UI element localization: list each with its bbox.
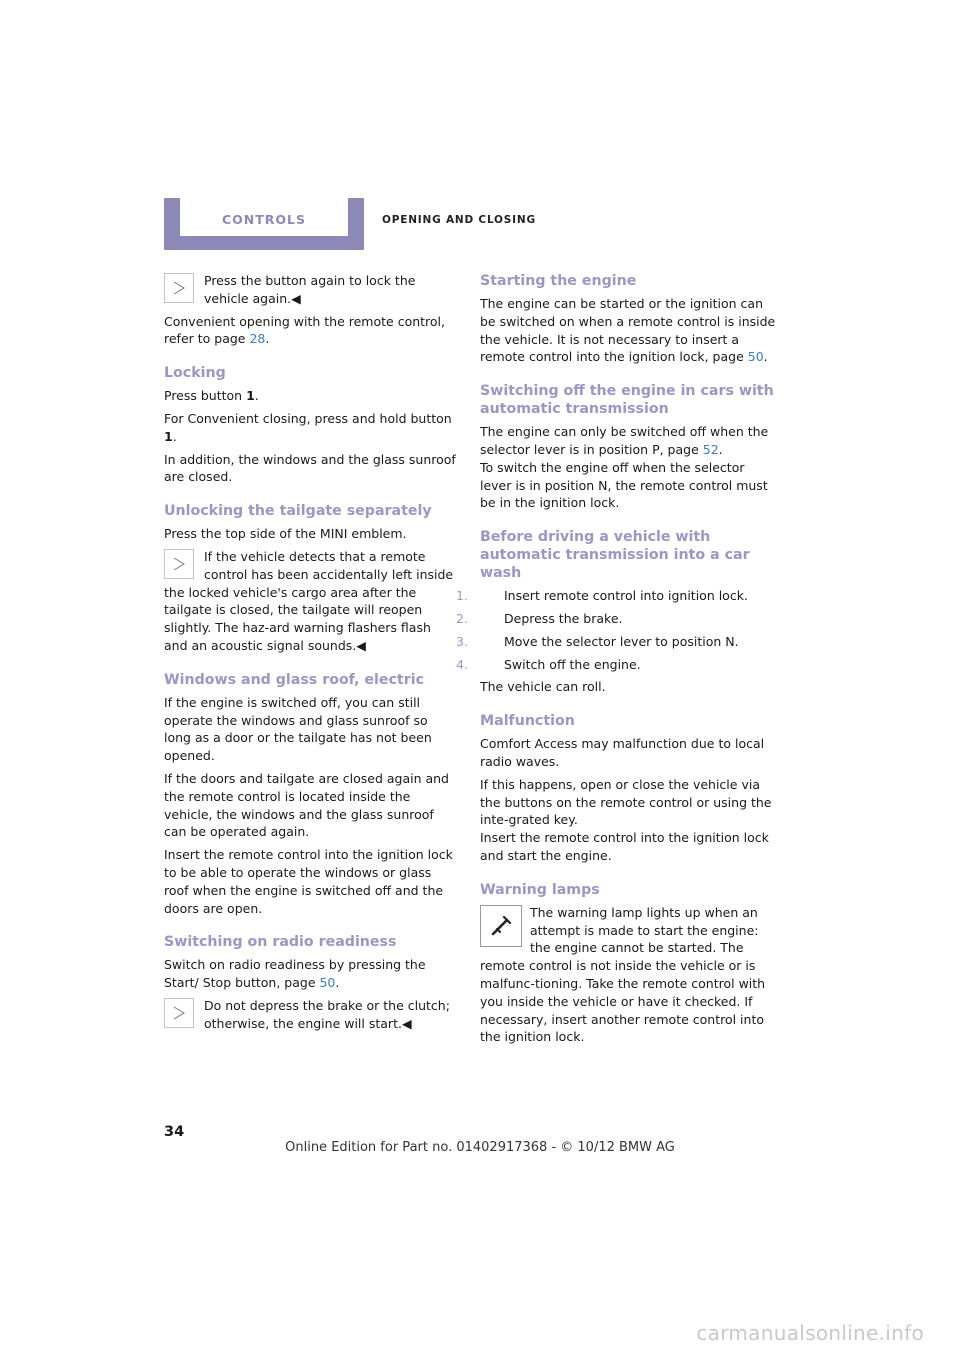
page-number: 34 [164, 1124, 185, 1140]
note-text: Press the button again to lock the vehicle again. [204, 273, 416, 306]
note-block [164, 548, 458, 655]
note-block [164, 997, 458, 1033]
left-column: Press the button again to lock the vehicle again.◀ Convenient opening with the remote control, refer to page 28. Locking Press button 1. For Convenient closing, press and hold button 1. In addition, the windows and the glass sunroof are closed. Unlocking the tailgate separately Press the top side of the MINI emblem. If the vehicle detects that a remote control has been accidentally left inside the locked vehicle's cargo area after the tailgate is closed, the tailgate will reopen slightly. The haz-ard warning flashers flash and an acoustic signal sounds.◀ Windows and glass roof, electric If the engine is switched off, you can still operate the windows and glass sunroof so long as a door or the tailgate has not been opened. If the doors and tailgate are closed again and the remote control is located inside the vehicle, the windows and the glass sunroof can be operated again. Insert the remote control into the ignition lock to be able to operate the windows or glass roof when the engine is switched off and the doors are open. Switching on radio readiness Switch on radio readiness by pressing the Start/ Stop button, page 50. Do not depress the brake or the clutch; otherwise, the engine will start.◀ [164, 272, 458, 1038]
page-link[interactable]: 50 [319, 975, 336, 991]
heading-carwash: Before driving a vehicle with automatic transmission into a car wash [480, 529, 750, 582]
heading-malfunction: Malfunction [480, 713, 575, 730]
page-link[interactable]: 52 [702, 441, 719, 457]
list-item: 1. Insert remote control into ignition lock. [456, 588, 748, 604]
end-mark: ◀ [356, 637, 366, 653]
note-text: If the vehicle detects that a remote control has been accidentally left inside the locked vehicle's cargo area after the tailgate is closed, the tailgate will reopen slightly. The haz-ard warning flashers flash and an acoustic signal sounds. [164, 548, 454, 653]
list-item: 3. Move the selector lever to position N. [456, 633, 739, 649]
note-block [164, 272, 458, 313]
end-mark: ◀ [291, 290, 301, 306]
end-mark: ◀ [401, 1015, 412, 1031]
page-link[interactable]: 28 [249, 331, 266, 347]
heading-switchoff: Switching off the engine in cars with automatic transmission [480, 383, 774, 418]
note-triangle-icon [164, 998, 194, 1028]
heading-tailgate: Unlocking the tailgate separately [164, 503, 432, 520]
list-item: 4. Switch off the engine. [456, 656, 641, 672]
warning-block: The warning lamp lights up when an attempt is made to start the engine: the engine cannot be started. The remote control is not inside the vehicle or is malfunc-tioning. Take the remote control with you inside the vehicle or have it checked. If necessary, insert another remote control into the ignition lock. [480, 904, 766, 1045]
heading-warning: Warning lamps [480, 881, 600, 898]
note-triangle-icon [164, 273, 194, 303]
chapter-label: CONTROLS [221, 212, 306, 227]
heading-locking: Locking [164, 365, 226, 382]
list-item: 2. Depress the brake. [456, 610, 623, 626]
chapter-tab [164, 198, 364, 250]
watermark: carmanualsonline.info [696, 1321, 924, 1345]
note-triangle-icon [164, 549, 194, 579]
edition-footer: Online Edition for Part no. 01402917368 - © 10/12 BMW AG [285, 1140, 675, 1155]
note-text: Do not depress the brake or the clutch; otherwise, the engine will start. [204, 997, 450, 1031]
heading-starting: Starting the engine [480, 273, 637, 289]
section-title: OPENING AND CLOSING [382, 214, 536, 226]
right-column: Starting the engine The engine can be started or the ignition can be switched on when a remote control is inside the vehicle. It is not necessary to insert a remote control into the ignition lock, page 50. Switching off the engine in cars with automatic transmission The engine can only be switched off when the selector lever is in position P, page 52. To switch the engine off when the selector lever is in position N, the remote control must be in the ignition lock. Before driving a vehicle with automatic transmission into a car wash 1. Insert remote control into ignition lock. 2. Depress the brake. 3. Move the selector lever to position N. 4. Switch off the engine. The vehicle can roll. Malfunction Comfort Access may malfunction due to local radio waves. If this happens, open or close the vehicle via the buttons on the remote control or using the inte-grated key. Insert the remote control into the ignition lock and start the engine. Warning lamps The warning lamp lights up when an attempt is made to start the engine: the engine cannot be started. The remote control is not inside the vehicle or is malfunc-tioning. Take the remote control with you inside the vehicle or have it checked. If necessary, insert another remote control into the ignition lock. [456, 273, 776, 1045]
heading-windows: Windows and glass roof, electric [164, 671, 424, 688]
page-link[interactable]: 50 [747, 349, 764, 365]
heading-radio: Switching on radio readiness [164, 934, 397, 951]
key-warning-lamp-icon [480, 905, 522, 947]
